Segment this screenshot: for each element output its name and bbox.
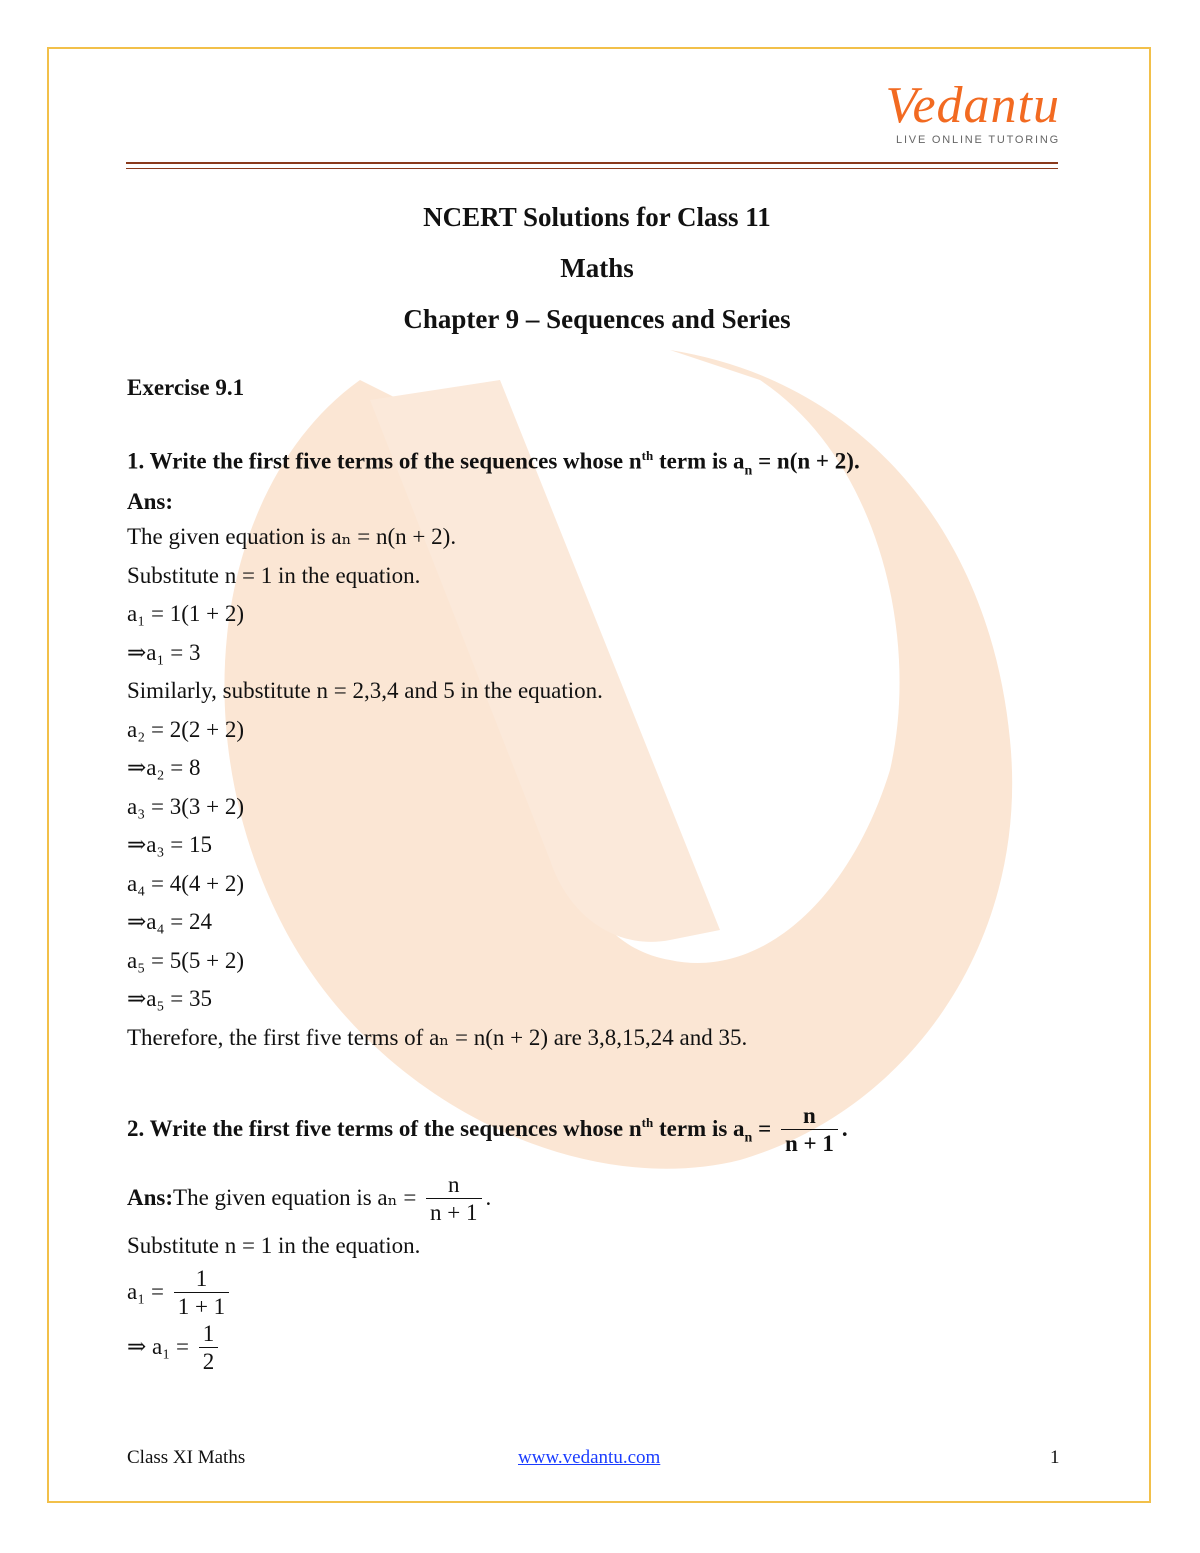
answer-line: Substitute n = 1 in the equation.: [127, 562, 421, 588]
answer-line: The given equation is aₙ = n(n + 2).: [127, 524, 457, 550]
q1-text-c: = n(n + 2).: [752, 448, 860, 474]
q2-a1-result-line: [127, 1321, 1067, 1376]
q2-a1-lhs: a₁ =: [127, 1278, 170, 1304]
answer-line: ⇒a₂ = 8: [127, 755, 201, 781]
logo-wordmark: Vedantu: [885, 77, 1060, 134]
q1-text-b: term is a: [653, 448, 745, 474]
q1-text-a: 1. Write the first five terms of the sequences whose n: [127, 448, 642, 474]
answer-line: Similarly, substitute n = 2,3,4 and 5 in the equation.: [127, 678, 603, 704]
q2-eq: =: [752, 1116, 777, 1142]
fraction-denominator: 2: [199, 1347, 219, 1376]
q2-fraction: [781, 1103, 838, 1158]
footer-website-link[interactable]: www.vedantu.com: [518, 1447, 661, 1468]
answer-line: ⇒a₁ = 3: [127, 639, 201, 665]
fraction-numerator: 1: [195, 1266, 208, 1292]
q2-substitute-line: Substitute n = 1 in the equation.: [127, 1233, 421, 1259]
q2-end: .: [841, 1116, 848, 1142]
vedantu-logo[interactable]: [870, 77, 1060, 150]
q2-ans-fraction: [426, 1172, 481, 1227]
q1-answer-lines: [127, 518, 1067, 1057]
q2-sup: th: [641, 1115, 654, 1131]
document-body: [127, 196, 1067, 1376]
page-number: 1: [1050, 1447, 1060, 1468]
answer-line: a₁ = 1(1 + 2): [127, 601, 244, 627]
fraction-denominator: n + 1: [781, 1129, 838, 1158]
q1-sup: th: [641, 448, 654, 463]
question-2: [127, 1103, 1067, 1158]
q2-sub: n: [744, 1130, 753, 1146]
q2-ans-text: The given equation is aₙ =: [173, 1185, 423, 1211]
q2-a1-line: [127, 1266, 1067, 1321]
answer-line: a₄ = 4(4 + 2): [127, 870, 244, 896]
answer-line: a₃ = 3(3 + 2): [127, 793, 244, 819]
q2-a1b-fraction: [199, 1321, 219, 1376]
doc-chapter: Chapter 9 – Sequences and Series: [403, 304, 791, 334]
fraction-denominator: n + 1: [426, 1198, 481, 1227]
logo-tagline: LIVE ONLINE TUTORING: [896, 134, 1060, 146]
q2-a1b-lhs: ⇒ a₁ =: [127, 1334, 195, 1360]
fraction-numerator: n: [448, 1172, 460, 1198]
doc-title: NCERT Solutions for Class 11: [423, 202, 771, 232]
answer-line: a₂ = 2(2 + 2): [127, 716, 244, 742]
fraction-denominator: 1 + 1: [174, 1292, 229, 1321]
answer-line: a₅ = 5(5 + 2): [127, 947, 244, 973]
question-1: [127, 441, 1067, 486]
q2-text-a: 2. Write the first five terms of the sequences whose n: [127, 1116, 642, 1142]
q2-ans-label: Ans:: [127, 1185, 174, 1211]
q2-answer-intro: [127, 1172, 1067, 1227]
doc-subject: Maths: [560, 253, 634, 283]
fraction-numerator: n: [802, 1103, 816, 1129]
exercise-heading: Exercise 9.1: [127, 375, 245, 400]
answer-line: ⇒a₄ = 24: [127, 909, 212, 935]
fraction-numerator: 1: [202, 1321, 215, 1347]
answer-line: ⇒a₅ = 35: [127, 986, 212, 1012]
footer-class-label: Class XI Maths: [127, 1447, 246, 1468]
answer-line: Therefore, the first five terms of aₙ = n(n + 2) are 3,8,15,24 and 35.: [127, 1024, 748, 1050]
answer-line: ⇒a₃ = 15: [127, 832, 212, 858]
q1-sub: n: [744, 463, 753, 479]
header-divider: [126, 162, 1058, 169]
q2-a1-fraction: [174, 1266, 229, 1321]
q1-ans-label: Ans:: [127, 489, 174, 515]
q2-text-b: term is a: [653, 1116, 745, 1142]
q2-ans-end: .: [485, 1185, 492, 1211]
